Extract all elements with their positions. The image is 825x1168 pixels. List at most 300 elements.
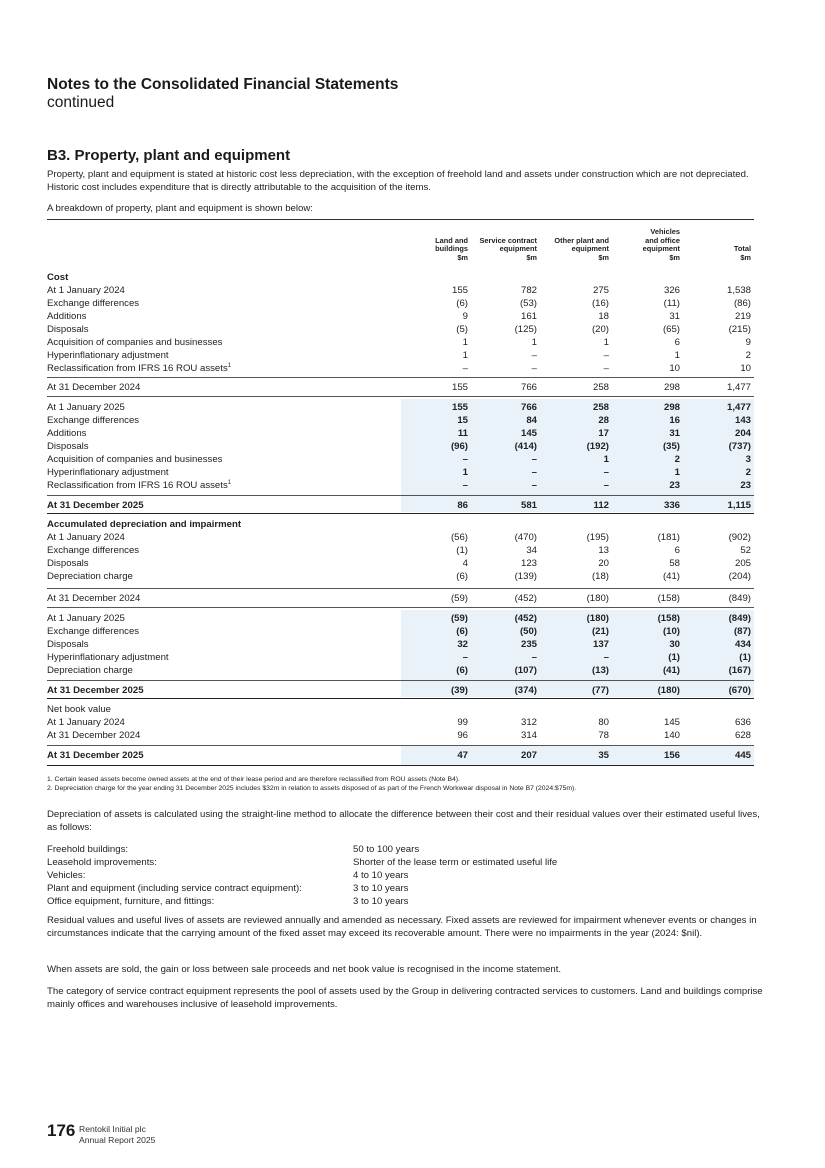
- asset-sale-paragraph: When assets are sold, the gain or loss between sale proceeds and net book value is recognised in the income statement.: [47, 964, 562, 975]
- table-cell: 9: [462, 311, 468, 322]
- table-divider: [47, 765, 754, 766]
- table-cell: –: [462, 652, 468, 663]
- column-header-line: and office: [645, 235, 680, 245]
- table-cell: 1,115: [727, 500, 751, 511]
- table-cell: 207: [520, 750, 537, 761]
- column-header-line: buildings: [435, 244, 468, 254]
- table-cell: (41): [662, 571, 680, 582]
- table-cell: 31: [669, 428, 680, 439]
- table-cell: 1: [603, 337, 609, 348]
- table-row: [47, 531, 754, 544]
- table-row: [47, 499, 754, 512]
- table-cell: 20: [598, 558, 609, 569]
- table-cell: (167): [728, 665, 751, 676]
- table-cell: –: [531, 480, 537, 491]
- column-header: [610, 228, 680, 263]
- row-label: [47, 453, 222, 466]
- row-label-text: At 31 December 2024: [47, 730, 141, 741]
- row-label-text: At 1 January 2024: [47, 285, 125, 296]
- row-label-text: Depreciation charge: [47, 571, 133, 582]
- table-cell: 16: [669, 415, 680, 426]
- row-label-text: Disposals: [47, 558, 89, 569]
- useful-life-asset: Office equipment, furniture, and fittings:: [47, 896, 215, 907]
- table-cell: –: [603, 652, 609, 663]
- table-section-header: [47, 271, 754, 284]
- useful-life-value: 3 to 10 years: [353, 896, 409, 907]
- table-cell: 445: [734, 750, 751, 761]
- table-cell: 86: [457, 500, 468, 511]
- table-divider: [47, 698, 754, 699]
- table-cell: (670): [728, 685, 751, 696]
- column-header-line: Service contract: [479, 235, 537, 245]
- useful-life-row: [47, 843, 747, 856]
- table-cell: 2: [674, 454, 680, 465]
- table-cell: (65): [662, 324, 680, 335]
- table-cell: (204): [728, 571, 751, 582]
- table-cell: (452): [514, 613, 537, 624]
- column-header-line: $m: [669, 253, 680, 263]
- row-label-text: Hyperinflationary adjustment: [47, 652, 169, 663]
- table-divider: [47, 745, 754, 746]
- table-cell: (470): [514, 532, 537, 543]
- table-divider: [47, 495, 754, 496]
- table-cell: 258: [592, 382, 609, 393]
- row-label-text: At 31 December 2025: [47, 750, 144, 761]
- row-label-text: At 1 January 2024: [47, 717, 125, 728]
- table-cell: 205: [734, 558, 751, 569]
- row-label: [47, 479, 231, 492]
- table-cell: (21): [591, 626, 609, 637]
- table-cell: 99: [457, 717, 468, 728]
- table-cell: 78: [598, 730, 609, 741]
- table-cell: (96): [450, 441, 468, 452]
- table-divider: [47, 607, 754, 608]
- table-cell: 47: [457, 750, 468, 761]
- table-cell: 15: [457, 415, 468, 426]
- table-cell: 2: [745, 467, 751, 478]
- table-cell: 143: [734, 415, 751, 426]
- table-cell: 96: [457, 730, 468, 741]
- table-cell: –: [603, 480, 609, 491]
- table-cell: 235: [520, 639, 537, 650]
- table-cell: –: [531, 363, 537, 374]
- table-cell: (215): [728, 324, 751, 335]
- row-label: [47, 651, 169, 664]
- table-cell: (737): [728, 441, 751, 452]
- row-label-text: Exchange differences: [47, 415, 140, 426]
- table-cell: –: [462, 363, 468, 374]
- column-header-line: Land and: [435, 235, 468, 245]
- table-row: [47, 362, 754, 375]
- row-label-text: Hyperinflationary adjustment: [47, 467, 169, 478]
- table-cell: 156: [663, 750, 680, 761]
- column-header: [537, 237, 609, 263]
- table-cell: (18): [591, 571, 609, 582]
- table-row: [47, 414, 754, 427]
- table-cell: 145: [520, 428, 537, 439]
- table-cell: 155: [451, 382, 468, 393]
- column-header-line: Total: [733, 244, 751, 254]
- table-cell: 326: [663, 285, 680, 296]
- row-label-text: Accumulated depreciation and impairment: [47, 519, 242, 530]
- table-cell: –: [462, 454, 468, 465]
- column-header-line: Vehicles: [650, 226, 680, 236]
- table-cell: –: [531, 350, 537, 361]
- table-cell: (87): [733, 626, 751, 637]
- table-cell: (5): [456, 324, 468, 335]
- table-cell: 84: [526, 415, 537, 426]
- row-label: [47, 310, 86, 323]
- table-cell: (16): [591, 298, 609, 309]
- useful-life-value: 3 to 10 years: [353, 883, 409, 894]
- table-cell: 298: [663, 382, 680, 393]
- table-row: [47, 749, 754, 762]
- table-cell: 52: [740, 545, 751, 556]
- useful-life-row: [47, 895, 747, 908]
- table-row: [47, 284, 754, 297]
- table-cell: (35): [662, 441, 680, 452]
- table-cell: –: [603, 363, 609, 374]
- table-cell: (107): [514, 665, 537, 676]
- table-cell: (158): [657, 593, 680, 604]
- table-cell: 581: [520, 500, 537, 511]
- useful-life-value: 50 to 100 years: [353, 844, 420, 855]
- row-label: [47, 684, 144, 697]
- table-cell: (77): [591, 685, 609, 696]
- row-label-text: Reclassification from IFRS 16 ROU assets: [47, 363, 228, 374]
- table-cell: 204: [734, 428, 751, 439]
- table-divider: [47, 588, 754, 589]
- row-label-text: Additions: [47, 428, 87, 439]
- column-header: [691, 245, 751, 263]
- row-label-text: Net book value: [47, 704, 111, 715]
- depreciation-intro: Depreciation of assets is calculated using the straight-line method to allocate the difference between their cost and their residual values over their estimated useful lives, as follows:: [47, 809, 760, 833]
- table-row: [47, 401, 754, 414]
- table-cell: 314: [520, 730, 537, 741]
- table-cell: 140: [663, 730, 680, 741]
- table-row: [47, 612, 754, 625]
- row-label-text: At 31 December 2024: [47, 593, 141, 604]
- row-label-text: Exchange differences: [47, 545, 140, 556]
- table-cell: (56): [450, 532, 468, 543]
- intro-paragraph: Property, plant and equipment is stated at historic cost less depreciation, with the exception of freehold land and assets under construction which are not depreciated. Historic cost includes expenditure that is directly attributable to the acquisition of the items.: [47, 169, 749, 193]
- useful-life-asset: Leasehold improvements:: [47, 857, 157, 868]
- row-label-text: At 1 January 2024: [47, 532, 125, 543]
- footer-company: [79, 1124, 155, 1145]
- table-cell: (59): [450, 613, 468, 624]
- table-cell: 636: [734, 717, 751, 728]
- row-label: [47, 349, 169, 362]
- table-cell: 155: [451, 402, 468, 413]
- table-row: [47, 684, 754, 697]
- table-cell: 155: [451, 285, 468, 296]
- useful-life-asset: Vehicles:: [47, 870, 86, 881]
- row-label-text: Disposals: [47, 441, 89, 452]
- row-label-text: Acquisition of companies and businesses: [47, 337, 223, 348]
- table-cell: 137: [592, 639, 609, 650]
- row-label: [47, 499, 144, 512]
- table-row: [47, 466, 754, 479]
- table-cell: 23: [669, 480, 680, 491]
- row-label-text: Hyperinflationary adjustment: [47, 350, 169, 361]
- table-cell: –: [531, 652, 537, 663]
- page-subtitle: continued: [47, 94, 115, 111]
- table-cell: 35: [598, 750, 609, 761]
- table-cell: (374): [514, 685, 537, 696]
- row-label: [47, 284, 125, 297]
- table-cell: 275: [592, 285, 609, 296]
- row-label: [47, 570, 133, 583]
- table-cell: 1,477: [726, 402, 751, 413]
- row-label: [47, 381, 140, 394]
- table-divider: [47, 680, 754, 681]
- table-cell: 32: [457, 639, 468, 650]
- row-label: [47, 557, 89, 570]
- row-label-text: At 31 December 2025: [47, 685, 144, 696]
- table-cell: 30: [669, 639, 680, 650]
- row-label: [47, 401, 125, 414]
- table-cell: 1: [462, 350, 468, 361]
- row-label-text: Disposals: [47, 324, 89, 335]
- table-header: [47, 219, 754, 266]
- page-title: Notes to the Consolidated Financial Statements: [47, 76, 399, 93]
- row-label: [47, 271, 68, 284]
- table-cell: 112: [593, 500, 609, 511]
- table-cell: 4: [462, 558, 468, 569]
- row-label: [47, 703, 111, 716]
- row-label: [47, 531, 125, 544]
- row-label: [47, 749, 144, 762]
- table-cell: –: [603, 467, 609, 478]
- footnote-2: 2. Depreciation charge for the year ending 31 December 2025 includes $32m in relation to assets disposed of as part of the French Workwear disposal in Note B7 (2024:$75m).: [47, 785, 577, 792]
- column-header-line: $m: [457, 253, 468, 263]
- table-cell: 13: [598, 545, 609, 556]
- table-cell: 23: [740, 480, 751, 491]
- table-cell: 1: [674, 467, 680, 478]
- page-number: 176: [47, 1121, 76, 1140]
- table-cell: 80: [598, 717, 609, 728]
- row-label: [47, 440, 89, 453]
- table-cell: (180): [657, 685, 680, 696]
- table-cell: (181): [657, 532, 680, 543]
- table-cell: (50): [519, 626, 537, 637]
- table-cell: 145: [663, 717, 680, 728]
- footnote-marker: 1: [227, 480, 232, 486]
- row-label: [47, 518, 241, 531]
- table-cell: 9: [745, 337, 751, 348]
- column-header-line: $m: [598, 253, 609, 263]
- useful-life-asset: Plant and equipment (including service contract equipment):: [47, 883, 302, 894]
- table-cell: 1: [462, 337, 468, 348]
- table-cell: 31: [669, 311, 680, 322]
- row-label-text: Depreciation charge: [47, 665, 133, 676]
- table-cell: 766: [520, 402, 537, 413]
- residual-values-paragraph: Residual values and useful lives of assets are reviewed annually and amended as necessary. Fixed assets are reviewed for impairment whenever events or changes in circumstances indicate that the carrying amount of the fixed asset may exceed its recoverable amount. There were no impairments in the year (2024: $nil).: [47, 915, 757, 939]
- table-cell: 336: [663, 500, 680, 511]
- table-cell: 10: [740, 363, 751, 374]
- column-header: [398, 237, 468, 263]
- table-cell: 628: [734, 730, 751, 741]
- row-label: [47, 664, 133, 677]
- table-row: [47, 310, 754, 323]
- table-cell: 11: [457, 428, 468, 439]
- table-cell: (86): [733, 298, 751, 309]
- table-divider: [47, 377, 754, 378]
- table-cell: 434: [734, 639, 751, 650]
- useful-life-asset: Freehold buildings:: [47, 844, 129, 855]
- table-cell: 2: [745, 350, 751, 361]
- table-row: [47, 427, 754, 440]
- table-cell: 17: [598, 428, 609, 439]
- table-cell: 766: [520, 382, 537, 393]
- row-label: [47, 414, 139, 427]
- table-cell: 1: [531, 337, 537, 348]
- table-row: [47, 297, 754, 310]
- table-cell: –: [531, 454, 537, 465]
- row-label: [47, 427, 86, 440]
- column-header-line: $m: [526, 253, 537, 263]
- footer-company-name: Rentokil Initial plc: [79, 1124, 146, 1134]
- table-cell: (20): [591, 324, 609, 335]
- footnote-1: 1. Certain leased assets become owned assets at the end of their lease period and are therefore reclassified from ROU assets (Note B4).: [47, 776, 460, 783]
- table-cell: (6): [456, 626, 468, 637]
- table-cell: 10: [669, 363, 680, 374]
- row-label-text: Exchange differences: [47, 298, 140, 309]
- table-cell: (180): [586, 593, 609, 604]
- table-cell: (11): [663, 298, 680, 309]
- row-label: [47, 466, 169, 479]
- table-cell: (125): [514, 324, 537, 335]
- table-row: [47, 323, 754, 336]
- table-row: [47, 625, 754, 638]
- column-header-line: equipment: [571, 244, 609, 254]
- useful-life-row: [47, 856, 747, 869]
- table-row: [47, 544, 754, 557]
- table-cell: 18: [598, 311, 609, 322]
- table-cell: 258: [592, 402, 609, 413]
- row-label: [47, 592, 140, 605]
- row-label: [47, 638, 89, 651]
- row-label: [47, 297, 139, 310]
- table-row: [47, 729, 754, 742]
- table-row: [47, 479, 754, 492]
- table-cell: 782: [520, 285, 537, 296]
- table-cell: (41): [662, 665, 680, 676]
- footnotes: [47, 775, 576, 793]
- table-row: [47, 381, 754, 394]
- row-label-text: Additions: [47, 311, 87, 322]
- table-cell: 161: [520, 311, 537, 322]
- table-row: [47, 703, 754, 716]
- table-cell: (1): [456, 545, 468, 556]
- table-cell: (195): [586, 532, 609, 543]
- table-row: [47, 592, 754, 605]
- table-cell: (1): [739, 652, 751, 663]
- table-cell: (192): [586, 441, 609, 452]
- table-cell: (849): [728, 593, 751, 604]
- row-label-text: Cost: [47, 272, 69, 283]
- row-label-text: At 31 December 2025: [47, 500, 144, 511]
- table-cell: 1: [462, 467, 468, 478]
- column-header-line: equipment: [499, 244, 537, 254]
- table-row: [47, 557, 754, 570]
- table-cell: 1: [603, 454, 609, 465]
- table-cell: (849): [728, 613, 751, 624]
- row-label-text: Acquisition of companies and businesses: [47, 454, 223, 465]
- table-cell: (139): [514, 571, 537, 582]
- row-label: [47, 729, 140, 742]
- table-cell: (902): [728, 532, 751, 543]
- table-cell: (1): [668, 652, 680, 663]
- useful-life-row: [47, 882, 747, 895]
- table-cell: 34: [526, 545, 537, 556]
- table-cell: (6): [456, 298, 468, 309]
- table-cell: (158): [657, 613, 680, 624]
- table-divider: [47, 396, 754, 397]
- footer-report-name: Annual Report 2025: [79, 1134, 156, 1145]
- row-label-text: At 1 January 2025: [47, 613, 125, 624]
- table-cell: –: [462, 480, 468, 491]
- useful-life-row: [47, 869, 747, 882]
- section-heading: B3. Property, plant and equipment: [47, 147, 291, 164]
- table-row: [47, 349, 754, 362]
- table-cell: (59): [450, 593, 468, 604]
- table-row: [47, 716, 754, 729]
- row-label: [47, 336, 222, 349]
- row-label-text: Exchange differences: [47, 626, 140, 637]
- table-divider: [47, 513, 754, 514]
- row-label: [47, 612, 125, 625]
- row-label: [47, 625, 139, 638]
- table-cell: 1,538: [726, 285, 751, 296]
- row-label: [47, 323, 89, 336]
- table-cell: 312: [520, 717, 537, 728]
- table-cell: (180): [586, 613, 609, 624]
- table-row: [47, 336, 754, 349]
- table-row: [47, 664, 754, 677]
- table-cell: (39): [450, 685, 468, 696]
- table-cell: 58: [669, 558, 680, 569]
- row-label-text: At 31 December 2024: [47, 382, 141, 393]
- table-cell: (6): [456, 571, 468, 582]
- row-label: [47, 544, 139, 557]
- column-header-line: $m: [740, 253, 751, 263]
- table-cell: 123: [520, 558, 537, 569]
- row-label-text: At 1 January 2025: [47, 402, 125, 413]
- category-paragraph: The category of service contract equipment represents the pool of assets used by the Group in delivering contracted services to customers. Land and buildings comprise mainly offices and warehouses inclusive of leasehold improvements.: [47, 986, 763, 1010]
- table-cell: (414): [514, 441, 537, 452]
- table-cell: 298: [663, 402, 680, 413]
- table-cell: (10): [662, 626, 680, 637]
- table-cell: 219: [734, 311, 751, 322]
- table-row: [47, 651, 754, 664]
- column-header-line: Other plant and: [554, 235, 609, 245]
- table-cell: (452): [514, 593, 537, 604]
- useful-life-value: Shorter of the lease term or estimated useful life: [353, 857, 558, 868]
- column-header-line: equipment: [642, 244, 680, 254]
- row-label-text: Disposals: [47, 639, 89, 650]
- table-cell: 6: [674, 545, 680, 556]
- table-row: [47, 440, 754, 453]
- table-cell: (13): [591, 665, 609, 676]
- row-label: [47, 716, 125, 729]
- table-cell: 1: [674, 350, 680, 361]
- footnote-marker: 1: [227, 363, 232, 369]
- table-cell: (6): [456, 665, 468, 676]
- table-cell: (53): [519, 298, 537, 309]
- table-cell: –: [603, 350, 609, 361]
- row-label: [47, 362, 231, 375]
